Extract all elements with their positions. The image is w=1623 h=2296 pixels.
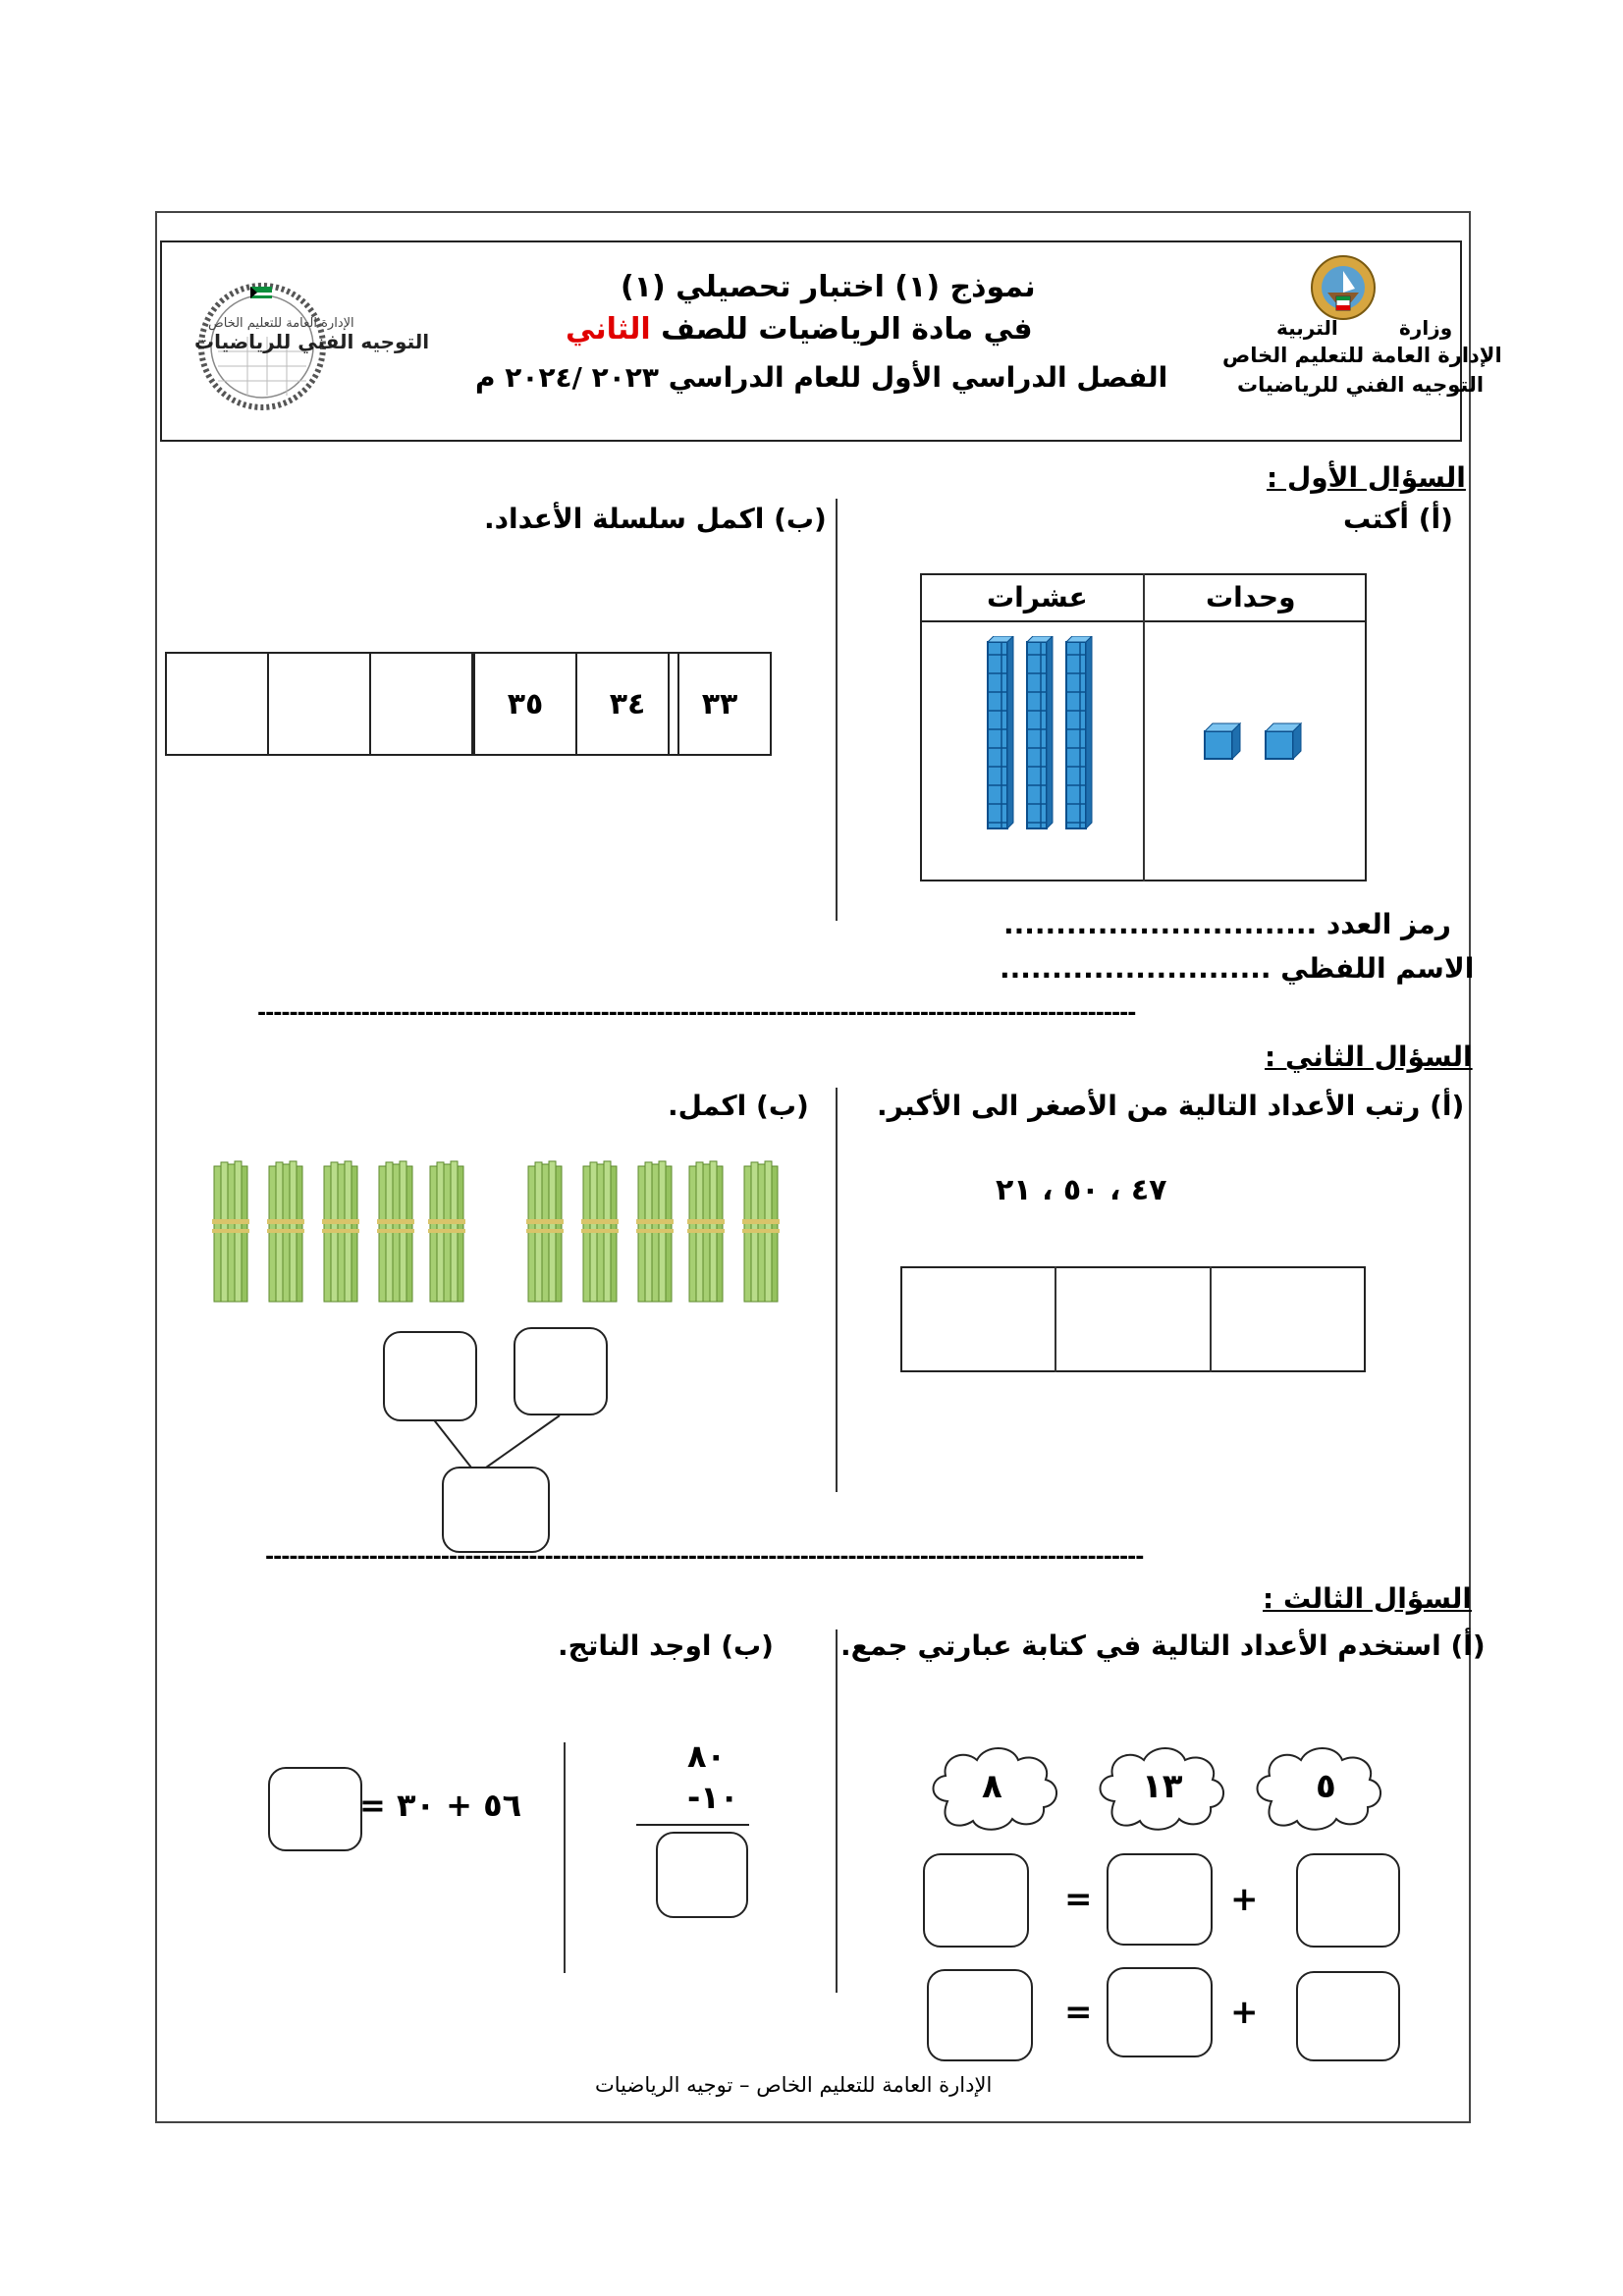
ten-stick-bundles-icon <box>202 1158 791 1311</box>
number-symbol-field[interactable]: رمز العدد .............................. <box>1003 908 1451 940</box>
sequence-cell-3: ٣٥ <box>473 652 577 756</box>
department-name: الإدارة العامة للتعليم الخاص <box>1222 344 1502 367</box>
cloud-number-2: ١٣ <box>1142 1767 1183 1806</box>
tens-rods-icon <box>982 636 1109 832</box>
order-answer-row <box>900 1266 1366 1372</box>
q2-part-a: (أ) رتب الأعداد التالية من الأصغر الى الأكبر. <box>877 1090 1465 1122</box>
sequence-cell-2: ٣٤ <box>575 652 679 756</box>
q1-part-b: (ب) اكمل سلسلة الأعداد. <box>484 503 827 535</box>
ten-rod-3 <box>1066 636 1092 828</box>
ones-header: وحدات <box>1206 581 1296 614</box>
q1-title: السؤال الأول : <box>1267 461 1466 494</box>
bond-part-box-left[interactable] <box>383 1331 477 1421</box>
order-cell-divider-2 <box>1210 1266 1212 1372</box>
eq2-plus: + <box>1230 1993 1259 2032</box>
sequence-cell-6[interactable] <box>165 652 269 756</box>
sub-answer-box[interactable] <box>656 1832 748 1918</box>
eq1-addend-1-box[interactable] <box>1296 1853 1400 1948</box>
order-cell-divider-1 <box>1055 1266 1056 1372</box>
eq2-addend-2-box[interactable] <box>1107 1967 1213 2057</box>
eq2-addend-1-box[interactable] <box>1296 1971 1400 2061</box>
ones-cubes-icon <box>1203 721 1316 766</box>
q1-part-a: (أ) أكتب <box>1343 503 1453 535</box>
ministry-word2: التربية <box>1276 316 1338 340</box>
q2-part-b: (ب) اكمل. <box>668 1090 809 1122</box>
logo-subtext: الإدارة العامة للتعليم الخاص <box>208 316 354 331</box>
add-expression: ٥٦ + ٣٠ = <box>359 1787 522 1824</box>
eq1-plus: + <box>1230 1880 1259 1919</box>
q3-part-a: (أ) استخدم الأعداد التالية في كتابة عبارتي جمع. <box>840 1629 1486 1662</box>
q3-part-b: (ب) اوجد الناتج. <box>558 1629 774 1662</box>
eq1-sum-box[interactable] <box>923 1853 1029 1948</box>
cloud-number-1: ٥ <box>1316 1767 1336 1806</box>
sequence-cell-1: ٣٣ <box>668 652 772 756</box>
term-line: الفصل الدراسي الأول للعام الدراسي ٢٠٢٣ /٢٠٢٤ م <box>475 361 1168 394</box>
q3-title: السؤال الثالث : <box>1263 1582 1472 1615</box>
table-divider <box>1143 573 1145 881</box>
one-cube-2 <box>1266 723 1301 759</box>
tens-header: عشرات <box>987 581 1088 614</box>
grade-label: الثاني <box>566 312 651 347</box>
subject-prefix: في مادة الرياضيات للصف <box>661 312 1033 347</box>
ministry-word1: وزارة <box>1399 316 1453 340</box>
add-answer-box[interactable] <box>268 1767 362 1851</box>
exam-title: نموذج (١) اختبار تحصيلي (١) <box>621 270 1036 304</box>
subject-line <box>566 312 1033 347</box>
bond-part-box-right[interactable] <box>514 1327 608 1415</box>
eq2-sum-box[interactable] <box>927 1969 1033 2061</box>
q2-divider <box>836 1088 838 1492</box>
supervision-name: التوجيه الفني للرياضيات <box>1237 373 1485 397</box>
word-name-field[interactable]: الاسم اللفظي .......................... <box>1000 952 1475 985</box>
eq1-equals: = <box>1064 1880 1093 1919</box>
q3-divider <box>836 1629 838 1993</box>
kuwait-emblem-icon <box>1304 253 1382 322</box>
separator-2: -------------------------------------------------------------------------------------------------------------- <box>265 1545 1144 1570</box>
sub-top-number: ٨٠ <box>687 1737 727 1775</box>
q3b-divider <box>564 1742 566 1973</box>
sub-line <box>636 1824 749 1826</box>
q2-title: السؤال الثاني : <box>1265 1041 1473 1073</box>
ten-rod-1 <box>988 636 1013 828</box>
logo-text: التوجيه الفني للرياضيات <box>194 330 430 353</box>
cloud-number-3: ٨ <box>982 1767 1002 1806</box>
sequence-cell-4[interactable] <box>369 652 473 756</box>
eq2-equals: = <box>1064 1993 1093 2032</box>
one-cube-1 <box>1205 723 1240 759</box>
ten-rod-2 <box>1027 636 1053 828</box>
numbers-to-order: ٤٧ ، ٥٠ ، ٢١ <box>996 1173 1167 1207</box>
eq1-addend-2-box[interactable] <box>1107 1853 1213 1946</box>
bond-whole-box[interactable] <box>442 1467 550 1553</box>
q1-divider <box>836 499 838 921</box>
sequence-cell-5[interactable] <box>267 652 371 756</box>
footer-text: الإدارة العامة للتعليم الخاص – توجيه الرياضيات <box>595 2073 993 2097</box>
sub-bottom-number: -١٠ <box>687 1779 739 1816</box>
separator-1: -------------------------------------------------------------------------------------------------------------- <box>257 1001 1136 1026</box>
